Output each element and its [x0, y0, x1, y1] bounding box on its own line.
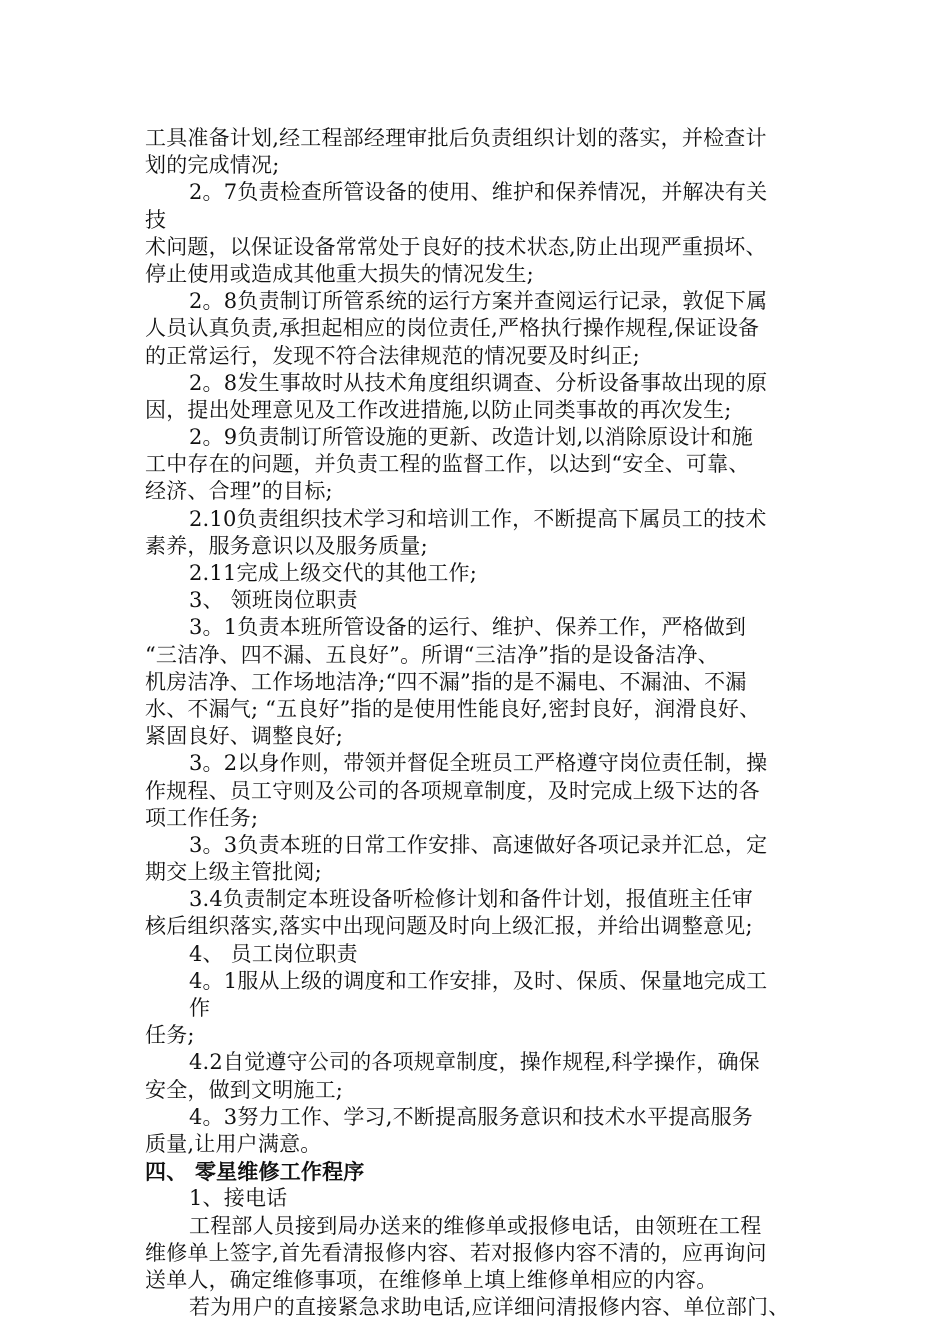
text-line: 素养，服务意识以及服务质量;	[145, 533, 428, 558]
text-line: 项工作任务;	[145, 805, 259, 830]
text-line: 因，提出处理意见及工作改进措施,以防止同类事故的再次发生;	[145, 397, 732, 422]
text-line: 作	[189, 996, 211, 1020]
text-line: 送单人，确定维修事项，在维修单上填上维修单相应的内容。	[145, 1267, 718, 1292]
text-line: 机房洁净、工作场地洁净;“四不漏”指的是不漏电、不漏油、不漏	[145, 669, 747, 694]
text-line: 经济、合理”的目标;	[145, 479, 333, 504]
text-line: 2。7负责检查所管设备的使用、维护和保养情况，并解决有关	[189, 180, 768, 205]
text-line: 水、不漏气; “五良好”指的是使用性能良好,密封良好，润滑良好、	[145, 696, 761, 721]
text-line: 术问题，以保证设备常常处于良好的技术状态,防止出现严重损坏、	[145, 234, 767, 259]
text-line: 4。3努力工作、学习,不断提高服务意识和技术水平提高服务	[189, 1104, 753, 1129]
text-line: 2。8负责制订所管系统的运行方案并查阅运行记录，敦促下属	[189, 289, 768, 314]
text-line: 若为用户的直接紧急求助电话,应详细问清报修内容、单位部门、	[189, 1295, 790, 1320]
text-line: 任务;	[145, 1023, 195, 1048]
text-line: 维修单上签字,首先看清报修内容、若对报修内容不清的，应再询问	[145, 1240, 767, 1265]
text-line: 期交上级主管批阅;	[145, 860, 322, 885]
text-line: 3。1负责本班所管设备的运行、维护、保养工作，严格做到	[189, 615, 747, 640]
text-line: 人员认真负责,承担起相应的岗位责任,严格执行操作规程,保证设备	[145, 316, 760, 341]
text-line: 3.4负责制定本班设备听检修计划和备件计划，报值班主任审	[189, 887, 753, 912]
text-line: 4、 员工岗位职责	[189, 941, 358, 966]
text-line: 作规程、员工守则及公司的各项规章制度，及时完成上级下达的各	[145, 778, 760, 803]
text-line: 质量,让用户满意。	[145, 1131, 322, 1156]
text-line: 工具准备计划,经工程部经理审批后负责组织计划的落实，并检查计	[145, 126, 767, 150]
text-line: 工程部人员接到局办送来的维修单或报修电话，由领班在工程	[189, 1213, 762, 1238]
text-line: 紧固良好、调整良好;	[145, 724, 344, 749]
text-line: “三洁净、四不漏、五良好”。所谓“三洁净”指的是设备洁净、	[145, 642, 719, 667]
text-line: 工中存在的问题，并负责工程的监督工作，以达到“安全、可靠、	[145, 452, 750, 477]
document-body	[145, 125, 825, 1321]
text-line: 停止使用或造成其他重大损失的情况发生;	[145, 261, 534, 286]
text-line: 的正常运行，发现不符合法律规范的情况要及时纠正;	[145, 343, 640, 368]
section-heading: 四、 零星维修工作程序	[145, 1159, 365, 1185]
text-line: 2。8发生事故时从技术角度组织调查、分析设备事故出现的原	[189, 370, 768, 395]
text-line: 2.11完成上级交代的其他工作;	[189, 561, 478, 585]
text-line: 4。1服从上级的调度和工作安排，及时、保质、保量地完成工	[189, 968, 768, 993]
text-line: 3、 领班岗位职责	[189, 588, 358, 613]
text-line: 3。3负责本班的日常工作安排、高速做好各项记录并汇总，定	[189, 832, 768, 857]
text-line: 2.10负责组织技术学习和培训工作，不断提高下属员工的技术	[189, 506, 767, 531]
text-line: 划的完成情况;	[145, 153, 280, 178]
text-line: 技	[145, 207, 167, 232]
text-line: 2。9负责制订所管设施的更新、改造计划,以消除原设计和施	[189, 425, 753, 450]
text-line: 3。2以身作则，带领并督促全班员工严格遵守岗位责任制，操	[189, 751, 768, 776]
text-line: 1、接电话	[189, 1186, 288, 1211]
text-line: 核后组织落实,落实中出现问题及时向上级汇报，并给出调整意见;	[145, 914, 753, 939]
text-line: 4.2自觉遵守公司的各项规章制度，操作规程,科学操作，确保	[189, 1050, 760, 1075]
text-line: 安全，做到文明施工;	[145, 1077, 344, 1102]
